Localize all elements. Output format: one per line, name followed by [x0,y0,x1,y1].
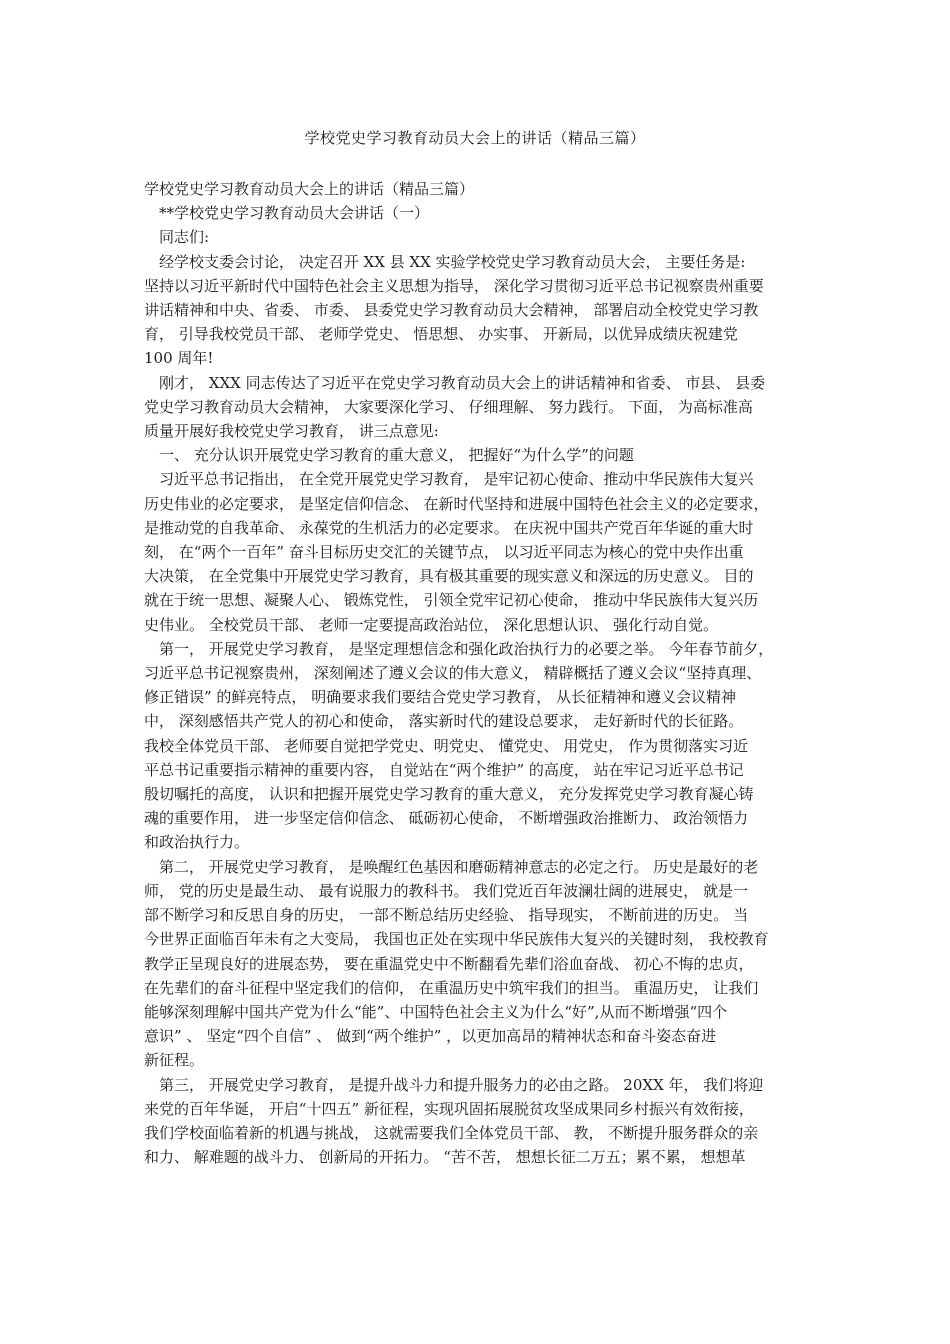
text-line: 和政治执行力。 [144,833,250,852]
text-line: 意识” 、 坚定“四个自信” 、 做到“两个维护” ，以更加高昂的精神状态和奋斗姿态奋进 [144,1027,717,1046]
text-line: 我校全体党员干部、 老师要自觉把学党史、明党史、 懂党史、 用党史， 作为贯彻落实习近 [144,736,749,755]
text-line: 育， 引导我校党员干部、 老师学党史、 悟思想、 办实事、 开新局，以优异成绩庆祝建党 [144,325,738,344]
text-line: 100 周年! [144,349,214,368]
text-line: 学校党史学习教育动员大会上的讲话（精品三篇） [144,180,475,198]
text-line: 部不断学习和反思自身的历史， 一部不断总结历史经验、 指导现实， 不断前进的历史。 当 [144,906,749,925]
text-line: 教学正呈现良好的进展态势， 要在重温党史中不断翻看先辈们浴血奋战、 初心不悔的忠贞， [144,954,754,973]
text-line: 质量开展好我校党史学习教育， 讲三点意见: [144,422,439,441]
text-line: 经学校支委会讨论， 决定召开 XX 县 XX 实验学校党史学习教育动员大会， 主要任务是: [144,252,746,271]
text-line: 平总书记重要指示精神的重要内容， 自觉站在“两个维护” 的高度， 站在牢记习近平总书记 [144,760,744,779]
text-line: 党史学习教育动员大会精神， 大家要深化学习、 仔细理解、 努力践行。 下面， 为高标准高 [144,397,753,416]
text-line: 坚持以习近平新时代中国特色社会主义思想为指导， 深化学习贯彻习近平总书记视察贵州重要 [144,276,764,295]
text-line: 习近平总书记视察贵州， 深刻阐述了遵义会议的伟大意义， 精辟概括了遵义会议“坚持真理、 [144,664,762,683]
text-line: 中， 深刻感悟共产党人的初心和使命， 落实新时代的建设总要求， 走好新时代的长征路。 [144,712,744,731]
text-line: 魂的重要作用， 进一步坚定信仰信念、 砥砺初心使命， 不断增强政治推断力、 政治领悟力 [144,809,749,828]
text-line: 能够深刻理解中国共产党为什么“能”、中国特色社会主义为什么“好”,从而不断增强“四个 [144,1002,728,1021]
text-line: 史伟业。 全校党员干部、 老师一定要提高政治站位， 深化思想认识、 强化行动自觉。 [144,615,719,634]
text-line: 讲话精神和中央、省委、 市委、 县委党史学习教育动员大会精神， 部署启动全校党史学习教 [144,301,759,320]
text-line: 我们学校面临着新的机遇与挑战， 这就需要我们全体党员干部、 教， 不断提升服务群众的亲 [144,1123,759,1142]
text-line: 和力、 解难题的战斗力、 创新局的开拓力。 “苦不苦， 想想长征二万五；累不累， 想想革 [144,1148,746,1167]
text-line: 师， 党的历史是最生动、 最有说服力的教科书。 我们党近百年波澜壮阔的进展史， 就是一 [144,881,749,900]
text-line: 殷切嘱托的高度， 认识和把握开展党史学习教育的重大意义， 充分发挥党史学习教育凝心铸 [144,785,754,804]
text-line: **学校党史学习教育动员大会讲话（一） [144,204,430,223]
text-line: 刻， 在“两个一百年” 奋斗目标历史交汇的关键节点， 以习近平同志为核心的党中央作出重 [144,543,744,562]
document-body [144,177,816,1169]
text-line: 在先辈们的奋斗征程中坚定我们的信仰， 在重温历史中筑牢我们的担当。 重温历史， 让我们 [144,978,759,997]
text-line: 第二， 开展党史学习教育， 是唤醒红色基因和磨砺精神意志的必定之行。 历史是最好的老 [144,857,759,876]
text-line: 习近平总书记指出， 在全党开展党史学习教育， 是牢记初心使命、推动中华民族伟大复兴 [144,470,754,489]
text-line: 一、 充分认识开展党史学习教育的重大意义， 把握好“为什么学”的问题 [144,446,634,465]
text-line: 来党的百年华诞， 开启“十四五” 新征程，实现巩固拓展脱贫攻坚成果同乡村振兴有效衔接， [144,1099,754,1118]
text-line: 历史伟业的必定要求， 是坚定信仰信念、 在新时代坚持和进展中国特色社会主义的必定要求， [144,494,769,513]
document-title: 学校党史学习教育动员大会上的讲话（精品三篇） [304,129,646,147]
text-line: 修正错误” 的鲜亮特点， 明确要求我们要结合党史学习教育， 从长征精神和遵义会议精神 [144,688,736,707]
text-line: 第三， 开展党史学习教育， 是提升战斗力和提升服务力的必由之路。 20XX 年， 我们将迎 [144,1075,764,1094]
text-line: 同志们: [144,228,210,247]
text-line: 第一， 开展党史学习教育， 是坚定理想信念和强化政治执行力的必要之举。 今年春节前夕， [144,639,774,658]
text-line: 新征程。 [144,1051,205,1070]
text-line: 今世界正面临百年未有之大变局， 我国也正处在实现中华民族伟大复兴的关键时刻， 我校教育 [144,930,769,949]
text-line: 刚才， XXX 同志传达了习近平在党史学习教育动员大会上的讲话精神和省委、 市县、 县委 [144,373,766,392]
text-line: 是推动党的自我革命、 永葆党的生机活力的必定要求。 在庆祝中国共产党百年华诞的重大时 [144,518,754,537]
text-line: 就在于统一思想、凝聚人心、 锻炼党性， 引领全党牢记初心使命， 推动中华民族伟大复兴历 [144,591,759,610]
text-line: 大决策， 在全党集中开展党史学习教育，具有极其重要的现实意义和深远的历史意义。 目的 [144,567,754,586]
